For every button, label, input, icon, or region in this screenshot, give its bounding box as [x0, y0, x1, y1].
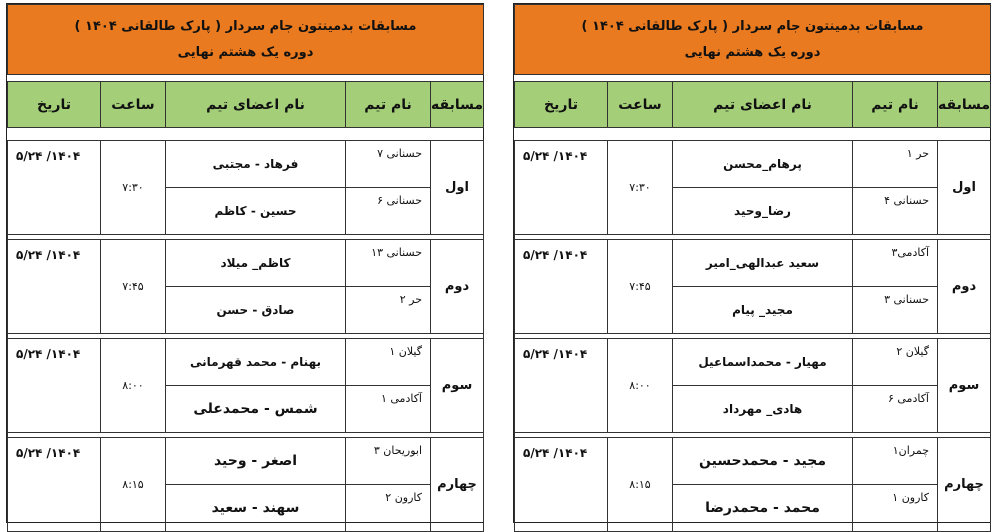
team-name: حر ۲ — [346, 287, 431, 334]
team-members: فرهاد - مجتبی — [166, 141, 346, 188]
bracket-sheet-left — [6, 3, 484, 523]
match-time: ۷:۳۰ — [608, 141, 673, 235]
match-date: ۱۴۰۴/ ۵/۲۴ — [515, 339, 608, 433]
header-team: نام تیم — [346, 82, 431, 128]
match-time: ۷:۳۰ — [101, 141, 166, 235]
team-name: چمران۱ — [853, 438, 938, 485]
match-date: ۱۴۰۴/ ۵/۲۴ — [8, 339, 101, 433]
match-date: ۱۴۰۴/ ۵/۲۴ — [515, 240, 608, 334]
header-time: ساعت — [101, 82, 166, 128]
team-members: سهند - سعید — [166, 485, 346, 532]
match-label: دوم — [938, 240, 991, 334]
sheet-title: مسابقات بدمینتون جام سردار ( پارک طالقانی ۱۴۰۴ ) — [74, 18, 417, 34]
team-members: کاظم_ میلاد — [166, 240, 346, 287]
team-name: گیلان ۱ — [346, 339, 431, 386]
team-name: حر ۱ — [853, 141, 938, 188]
match-label: چهارم — [431, 438, 484, 532]
match-date: ۱۴۰۴/ ۵/۲۴ — [8, 141, 101, 235]
team-name: کارون ۱ — [853, 485, 938, 532]
match-date: ۱۴۰۴/ ۵/۲۴ — [8, 438, 101, 532]
team-name: حسنانی ۶ — [346, 188, 431, 235]
team-name: حسنانی ۱۳ — [346, 240, 431, 287]
match-date: ۱۴۰۴/ ۵/۲۴ — [515, 438, 608, 532]
team-members: مجید_ پیام — [673, 287, 853, 334]
match-time: ۸:۱۵ — [608, 438, 673, 532]
team-members: بهنام - محمد قهرمانی — [166, 339, 346, 386]
header-members: نام اعضای تیم — [166, 82, 346, 128]
match-date: ۱۴۰۴/ ۵/۲۴ — [8, 240, 101, 334]
team-members: پرهام_محسن — [673, 141, 853, 188]
header-date: تاریخ — [8, 82, 101, 128]
match-label: چهارم — [938, 438, 991, 532]
team-name: آکادمی۳ — [853, 240, 938, 287]
match-label: سوم — [938, 339, 991, 433]
match-time: ۷:۴۵ — [608, 240, 673, 334]
team-name: گیلان ۲ — [853, 339, 938, 386]
team-name: حسنانی ۳ — [853, 287, 938, 334]
match-time: ۸:۱۵ — [101, 438, 166, 532]
header-date: تاریخ — [515, 82, 608, 128]
header-members: نام اعضای تیم — [673, 82, 853, 128]
team-members: مجید - محمدحسین — [673, 438, 853, 485]
sheet-subtitle: دوره یک هشتم نهایی — [684, 44, 821, 60]
team-members: اصغر - وحید — [166, 438, 346, 485]
bracket-sheet-right — [513, 3, 991, 523]
match-label: اول — [431, 141, 484, 235]
team-members: حسین - کاظم — [166, 188, 346, 235]
match-time: ۷:۴۵ — [101, 240, 166, 334]
match-date: ۱۴۰۴/ ۵/۲۴ — [515, 141, 608, 235]
team-members: محمد - محمدرضا — [673, 485, 853, 532]
team-name: آکادمی ۶ — [853, 386, 938, 433]
team-members: شمس - محمدعلی — [166, 386, 346, 433]
match-label: سوم — [431, 339, 484, 433]
sheet-title-cell — [515, 5, 991, 75]
team-members: سعید عبدالهی_امیر — [673, 240, 853, 287]
team-members: مهیار - محمداسماعیل — [673, 339, 853, 386]
match-label: دوم — [431, 240, 484, 334]
team-name: ابوریحان ۳ — [346, 438, 431, 485]
team-members: هادی_ مهرداد — [673, 386, 853, 433]
team-name: کارون ۲ — [346, 485, 431, 532]
header-match: مسابقه — [938, 82, 991, 128]
team-name: حسنانی ۷ — [346, 141, 431, 188]
bracket-table — [514, 4, 991, 532]
team-name: حسنانی ۴ — [853, 188, 938, 235]
header-team: نام تیم — [853, 82, 938, 128]
sheet-title: مسابقات بدمینتون جام سردار ( پارک طالقانی ۱۴۰۴ ) — [581, 18, 924, 34]
team-name: آکادمی ۱ — [346, 386, 431, 433]
match-time: ۸:۰۰ — [608, 339, 673, 433]
header-time: ساعت — [608, 82, 673, 128]
sheet-subtitle: دوره یک هشتم نهایی — [177, 44, 314, 60]
match-label: اول — [938, 141, 991, 235]
header-match: مسابقه — [431, 82, 484, 128]
sheet-title-cell — [8, 5, 484, 75]
team-members: رضا_وحید — [673, 188, 853, 235]
team-members: صادق - حسن — [166, 287, 346, 334]
bracket-table — [7, 4, 484, 532]
match-time: ۸:۰۰ — [101, 339, 166, 433]
